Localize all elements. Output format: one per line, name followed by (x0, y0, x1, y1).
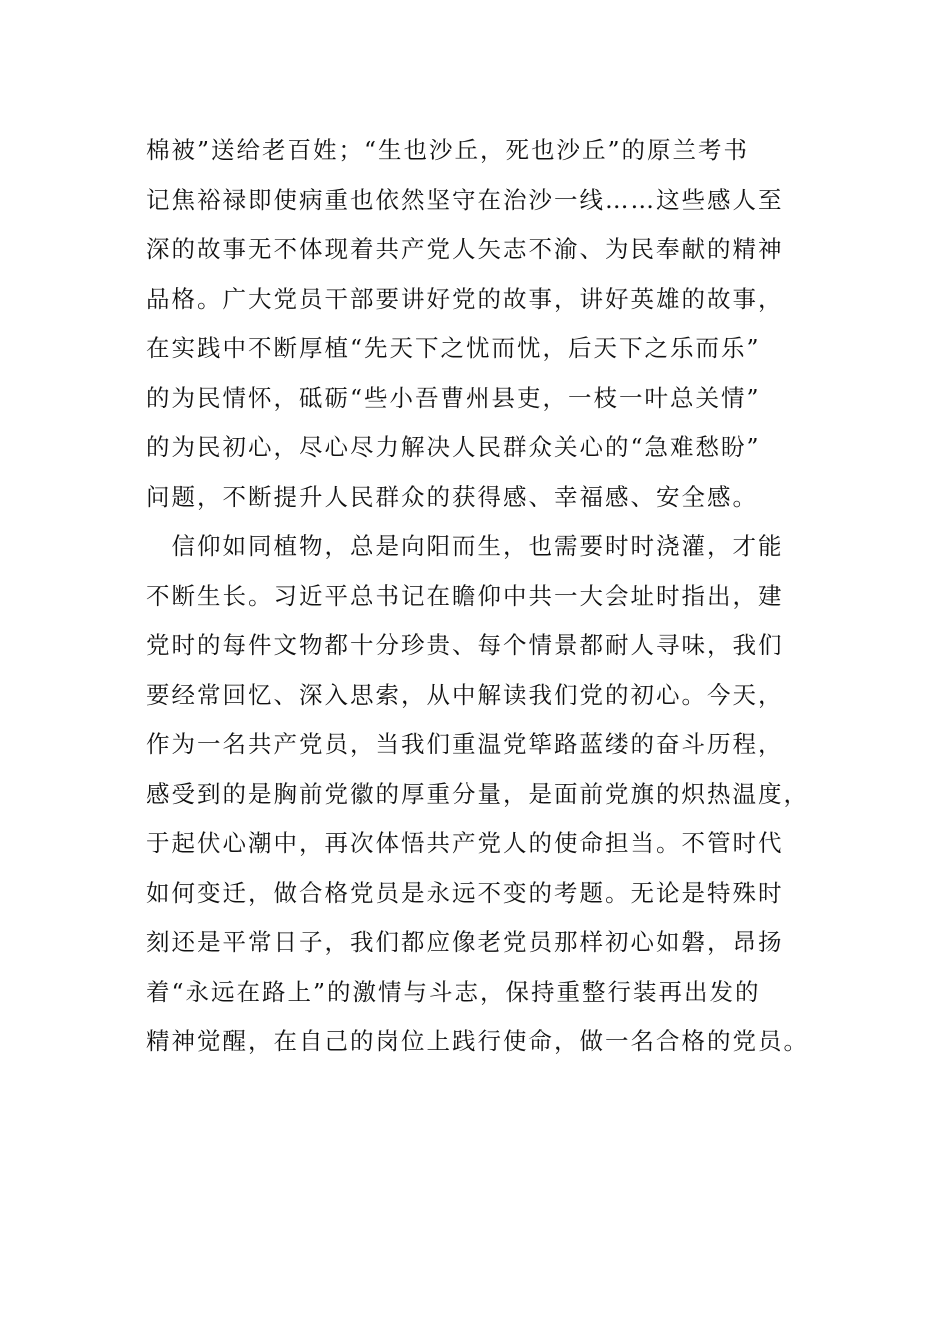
text-line: 感受到的是胸前党徽的厚重分量，是面前党旗的炽热温度， (146, 779, 809, 808)
text-line: 棉被”送给老百姓；“生也沙丘，死也沙丘”的原兰考书 (146, 136, 750, 164)
text-line: 问题，不断提升人民群众的获得感、幸福感、安全感。 (146, 482, 758, 511)
body-text (146, 126, 809, 1067)
text-line: 精神觉醒，在自己的岗位上践行使命，做一名合格的党员。 (146, 1027, 809, 1055)
text-line: 深的故事无不体现着共产党人矢志不渝、为民奉献的精神 (146, 235, 784, 263)
text-line: 记焦裕禄即使病重也依然坚守在治沙一线……这些感人至 (146, 185, 784, 214)
text-line: 品格。广大党员干部要讲好党的故事，讲好英雄的故事， (146, 284, 784, 313)
text-line: 刻还是平常日子，我们都应像老党员那样初心如磐，昂扬 (146, 928, 784, 956)
text-line: 要经常回忆、深入思索，从中解读我们党的初心。今天， (146, 680, 784, 709)
paragraph-2 (146, 522, 809, 1067)
text-line: 在实践中不断厚植“先天下之忧而忧，后天下之乐而乐” (146, 334, 761, 362)
paragraph-1 (146, 126, 806, 522)
text-line: 的为民初心，尽心尽力解决人民群众关心的“急难愁盼” (146, 433, 761, 461)
text-line: 着“永远在路上”的激情与斗志，保持重整行装再出发的 (146, 977, 761, 1006)
text-line: 的为民情怀，砥砺“些小吾曹州县吏，一枝一叶总关情” (146, 383, 761, 412)
text-line: 如何变迁，做合格党员是永远不变的考题。无论是特殊时 (146, 878, 784, 907)
text-line: 信仰如同植物，总是向阳而生，也需要时时浇灌，才能 (146, 532, 784, 560)
text-line: 不断生长。习近平总书记在瞻仰中共一大会址时指出，建 (146, 581, 784, 610)
text-line: 作为一名共产党员，当我们重温党筚路蓝缕的奋斗历程， (146, 730, 784, 758)
text-line: 于起伏心潮中，再次体悟共产党人的使命担当。不管时代 (146, 829, 784, 857)
text-line: 党时的每件文物都十分珍贵、每个情景都耐人寻味，我们 (146, 631, 784, 659)
